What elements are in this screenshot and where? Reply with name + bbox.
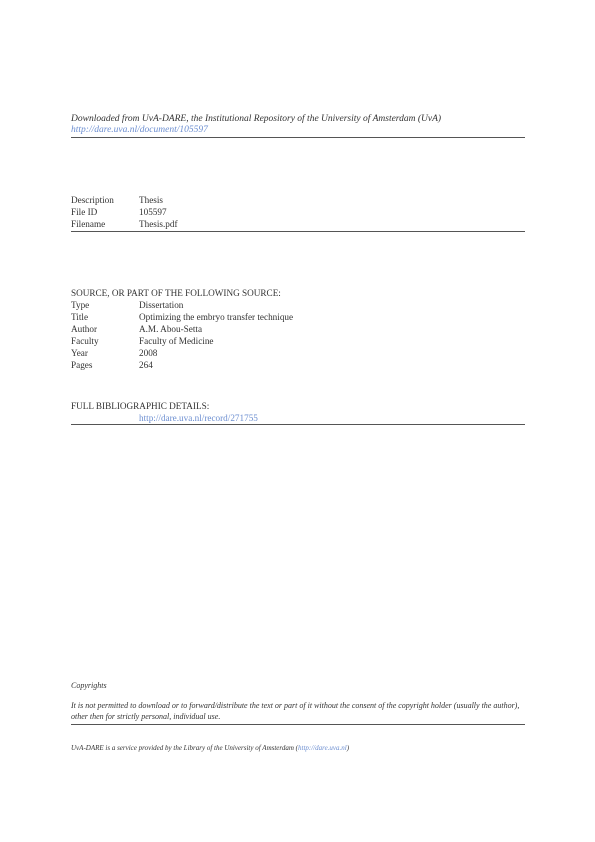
file-info-table — [71, 194, 525, 230]
footer-link[interactable]: http://dare.uva.nl — [298, 744, 347, 752]
source-row-title — [71, 311, 525, 323]
file-info-row-filename — [71, 218, 525, 230]
file-info-value: 105597 — [139, 207, 167, 217]
file-info-value: Thesis.pdf — [139, 219, 178, 229]
source-key: Faculty — [71, 336, 99, 346]
source-key: Pages — [71, 360, 93, 370]
record-url-link[interactable]: http://dare.uva.nl/record/271755 — [139, 413, 258, 423]
source-key: Year — [71, 348, 88, 358]
download-header — [71, 114, 525, 136]
source-value: Faculty of Medicine — [139, 336, 214, 346]
file-info-value: Thesis — [139, 195, 163, 205]
source-key: Title — [71, 312, 89, 322]
bibliographic-section — [71, 400, 525, 424]
source-row-type — [71, 299, 525, 311]
footer — [71, 744, 525, 753]
file-info-divider — [71, 231, 525, 232]
copyright-text: It is not permitted to download or to forward/distribute the text or part of it without the consent of the copyright holder (usually the author), other then for strictly personal, individual use. — [71, 701, 520, 721]
source-section — [71, 287, 525, 371]
file-info-key: Description — [71, 195, 114, 205]
copyright-notice — [71, 701, 525, 722]
file-info-key: Filename — [71, 219, 106, 229]
copyright-section — [71, 681, 525, 691]
footer-text-before: UvA-DARE is a service provided by the Library of the University of Amsterdam ( — [71, 744, 298, 752]
downloaded-from-text: Downloaded from UvA-DARE, the Institutional Repository of the University of Amsterdam (UvA) — [71, 114, 442, 124]
source-row-year — [71, 347, 525, 359]
file-info-row-file-id — [71, 206, 525, 218]
document-url-link[interactable]: http://dare.uva.nl/document/105597 — [71, 125, 208, 135]
footer-text — [71, 744, 525, 753]
footer-text-after: ) — [346, 744, 350, 752]
bibliographic-section-title: FULL BIBLIOGRAPHIC DETAILS: — [71, 401, 210, 411]
source-key: Author — [71, 324, 98, 334]
source-value: Dissertation — [139, 300, 184, 310]
source-row-author — [71, 323, 525, 335]
copyright-divider — [71, 724, 525, 725]
file-info-row-description — [71, 194, 525, 206]
source-value: Optimizing the embryo transfer technique — [139, 312, 294, 322]
source-row-pages — [71, 359, 525, 371]
bibliographic-divider — [71, 424, 525, 425]
source-value: 2008 — [139, 348, 158, 358]
bibliographic-indent — [71, 412, 139, 424]
source-key: Type — [71, 300, 90, 310]
source-value: 264 — [139, 360, 153, 370]
source-value: A.M. Abou-Setta — [139, 324, 203, 334]
copyright-title: Copyrights — [71, 681, 107, 690]
bibliographic-link-row — [71, 412, 525, 424]
header-divider — [71, 137, 525, 138]
source-row-faculty — [71, 335, 525, 347]
file-info-key: File ID — [71, 207, 98, 217]
source-section-title: SOURCE, OR PART OF THE FOLLOWING SOURCE: — [71, 288, 281, 298]
